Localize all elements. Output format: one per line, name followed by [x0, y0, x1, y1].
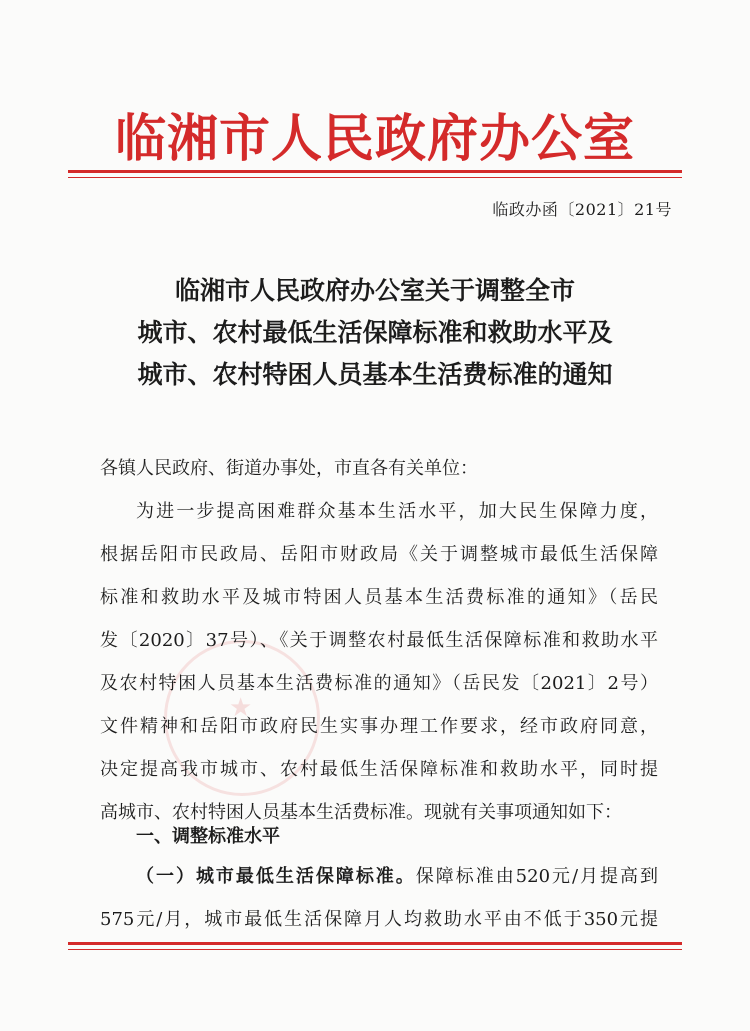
item-line-continued: 575元/月，城市最低生活保障月人均救助水平由不低于350元提 — [100, 909, 658, 930]
title-line-3: 城市、农村特困人员基本生活费标准的通知 — [137, 360, 613, 389]
paragraph-line: 文件精神和岳阳市政府民生实事办理工作要求，经市政府同意， — [100, 716, 658, 737]
item-text: 保障标准由520元/月提高到 — [415, 866, 658, 887]
header-red-rule — [68, 170, 682, 173]
paragraph-line: 及农村特困人员基本生活费标准的通知》（岳民发〔2021〕2号） — [100, 673, 658, 694]
document-title — [0, 270, 750, 396]
document-number: 临政办函〔2021〕21号 — [492, 200, 672, 219]
item-line — [136, 862, 658, 888]
issuing-organization-header: 临湘市人民政府办公室 — [114, 110, 635, 169]
seal-star-icon: ★ — [229, 693, 253, 723]
paragraph-line: 标准和救助水平及城市特困人员基本生活费标准的通知》（岳民 — [100, 587, 658, 608]
footer-red-rule — [68, 942, 682, 945]
header-red-rule-thin — [68, 177, 682, 178]
title-line-2: 城市、农村最低生活保障标准和救助水平及 — [137, 318, 613, 347]
addressee-line: 各镇人民政府、街道办事处，市直各有关单位： — [100, 458, 478, 479]
section-heading: 一、调整标准水平 — [136, 826, 280, 847]
footer-red-rule-thin — [68, 949, 682, 950]
item-label: （一）城市最低生活保障标准。 — [136, 866, 416, 887]
paragraph-line: 根据岳阳市民政局、岳阳市财政局《关于调整城市最低生活保障 — [100, 544, 658, 565]
paragraph-line: 高城市、农村特困人员基本生活费标准。现就有关事项通知如下： — [100, 802, 622, 823]
paragraph-line: 决定提高我市城市、农村最低生活保障标准和救助水平，同时提 — [100, 759, 658, 780]
paragraph-line: 发〔2020〕37号）、《关于调整农村最低生活保障标准和救助水平 — [100, 630, 658, 651]
paragraph-line: 为进一步提高困难群众基本生活水平，加大民生保障力度， — [136, 501, 658, 522]
title-line-1: 临湘市人民政府办公室关于调整全市 — [174, 276, 575, 305]
